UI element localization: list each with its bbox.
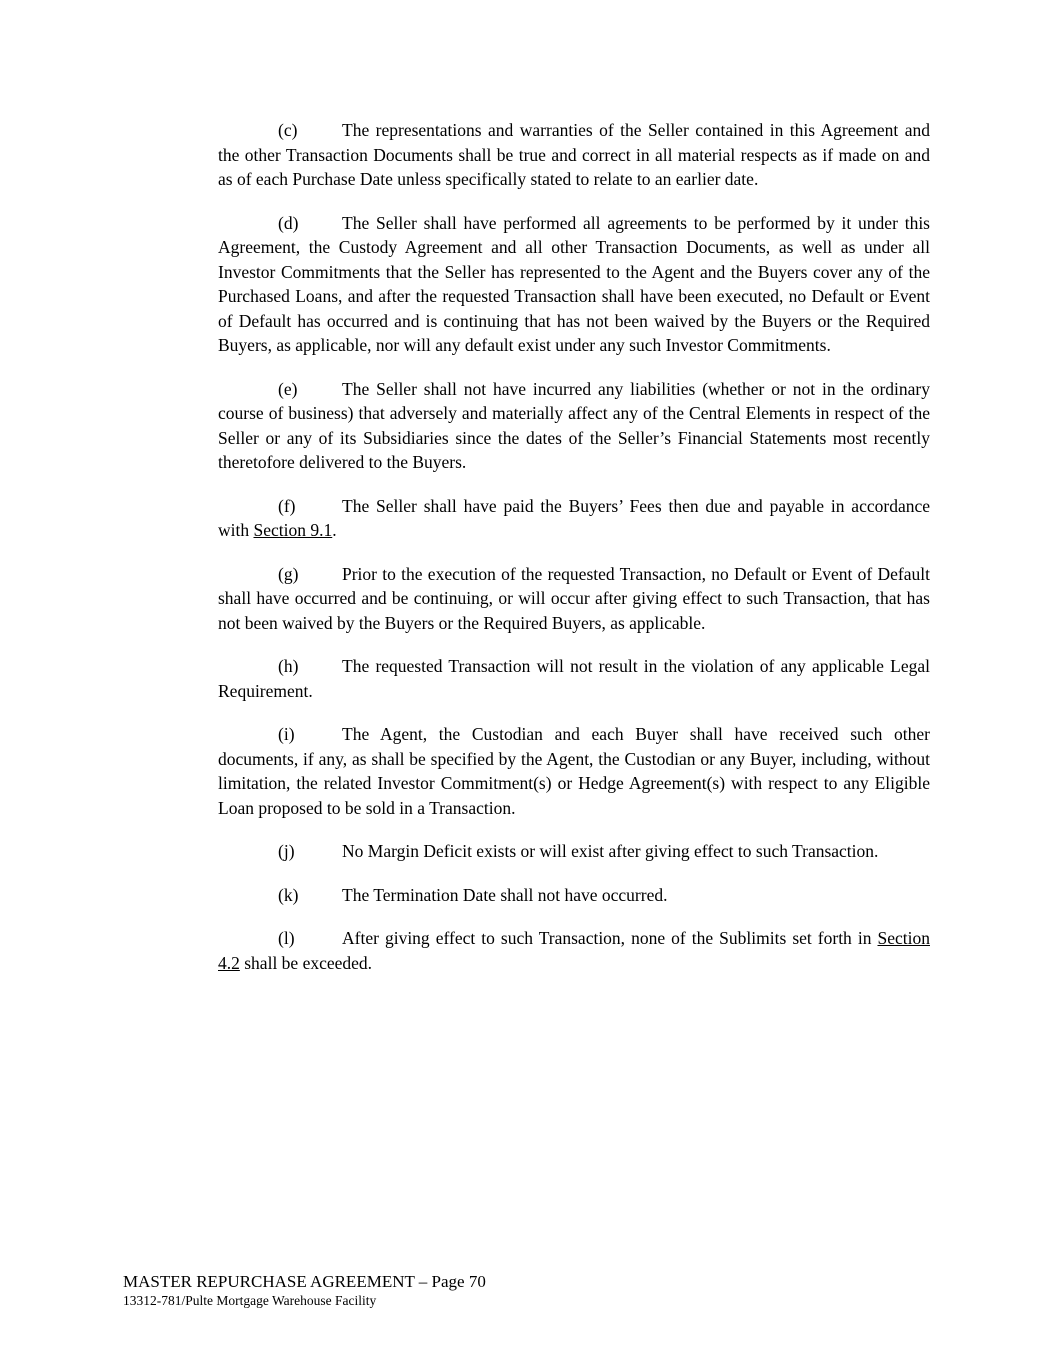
paragraph-label: (g) <box>278 563 299 584</box>
paragraph-i <box>218 722 930 820</box>
paragraph-f <box>218 494 930 543</box>
paragraph-j <box>218 839 930 864</box>
paragraph-text: The representations and warranties of the Seller contained in this Agreement and the other Transaction Documents shall be true and correct in all material respects as if made on and as of each Purchase Date unless specifically stated to relate to an earlier date. <box>218 120 930 189</box>
paragraph-h <box>218 654 930 703</box>
paragraph-label: (l) <box>278 928 295 948</box>
paragraph-label: (e) <box>278 378 298 399</box>
paragraph-text-after: . <box>332 520 337 540</box>
paragraph-label: (h) <box>278 656 299 676</box>
paragraph-label: (d) <box>278 212 299 233</box>
paragraph-c <box>218 118 930 192</box>
paragraph-text: After giving effect to such Transaction, none of the Sublimits set forth in <box>342 928 878 948</box>
section-reference: Section 9.1 <box>253 520 333 540</box>
paragraph-text: Prior to the execution of the requested Transaction, no Default or Event of Default shall have occurred and be continuing, or will occur after giving effect to such Transaction, that has not been waived by the Buyers or the Required Buyers, as applicable. <box>218 563 930 633</box>
page-footer <box>123 1271 930 1310</box>
footer-title-page-number: MASTER REPURCHASE AGREEMENT – Page 70 <box>123 1272 486 1291</box>
paragraph-k <box>218 883 930 908</box>
paragraph-text: The Seller shall have performed all agreements to be performed by it under this Agreement, the Custody Agreement and all other Transaction Documents, as well as under all Investor Commitments that the Seller has represented to the Agent and the Buyers cover any of the Purchased Loans, and after the requested Transaction shall have been executed, no Default or Event of Default has occurred and is continuing that has not been waived by the Buyers or the Required Buyers, as applicable, nor will any default exist under any such Investor Commitments. <box>218 212 930 355</box>
paragraph-label: (i) <box>278 724 295 744</box>
paragraph-text: The Seller shall not have incurred any liabilities (whether or not in the ordinary course of business) that adversely and materially affect any of the Central Elements in respect of the Seller or any of its Subsidiaries since the dates of the Seller’s Financial Statements most recently theretofore delivered to the Buyers. <box>218 378 930 472</box>
paragraph-g <box>218 562 930 636</box>
paragraph-label: (f) <box>278 495 296 516</box>
paragraph-text: No Margin Deficit exists or will exist after giving effect to such Transaction. <box>342 841 879 861</box>
paragraph-text-after: shall be exceeded. <box>239 952 373 973</box>
paragraph-text: The Seller shall have paid the Buyers’ Fees then due and payable in accordance with <box>218 495 930 540</box>
paragraph-label: (k) <box>278 884 299 905</box>
paragraph-label: (j) <box>278 841 295 861</box>
paragraph-text: The Termination Date shall not have occurred. <box>342 884 668 905</box>
paragraph-text: The Agent, the Custodian and each Buyer shall have received such other documents, if any, as shall be specified by the Agent, the Custodian or any Buyer, including, without limitation, the related Investor Commitment(s) or Hedge Agreement(s) with respect to any Eligible Loan proposed to be sold in a Transaction. <box>218 724 930 818</box>
document-body <box>218 118 930 994</box>
paragraph-text: The requested Transaction will not result in the violation of any applicable Legal Requirement. <box>218 656 930 701</box>
paragraph-d <box>218 211 930 358</box>
paragraph-label: (c) <box>278 120 298 140</box>
paragraph-e <box>218 377 930 475</box>
paragraph-l <box>218 926 930 975</box>
footer-file-reference: 13312-781/Pulte Mortgage Warehouse Facility <box>123 1293 377 1308</box>
section-reference: Section 4.2 <box>218 928 930 973</box>
